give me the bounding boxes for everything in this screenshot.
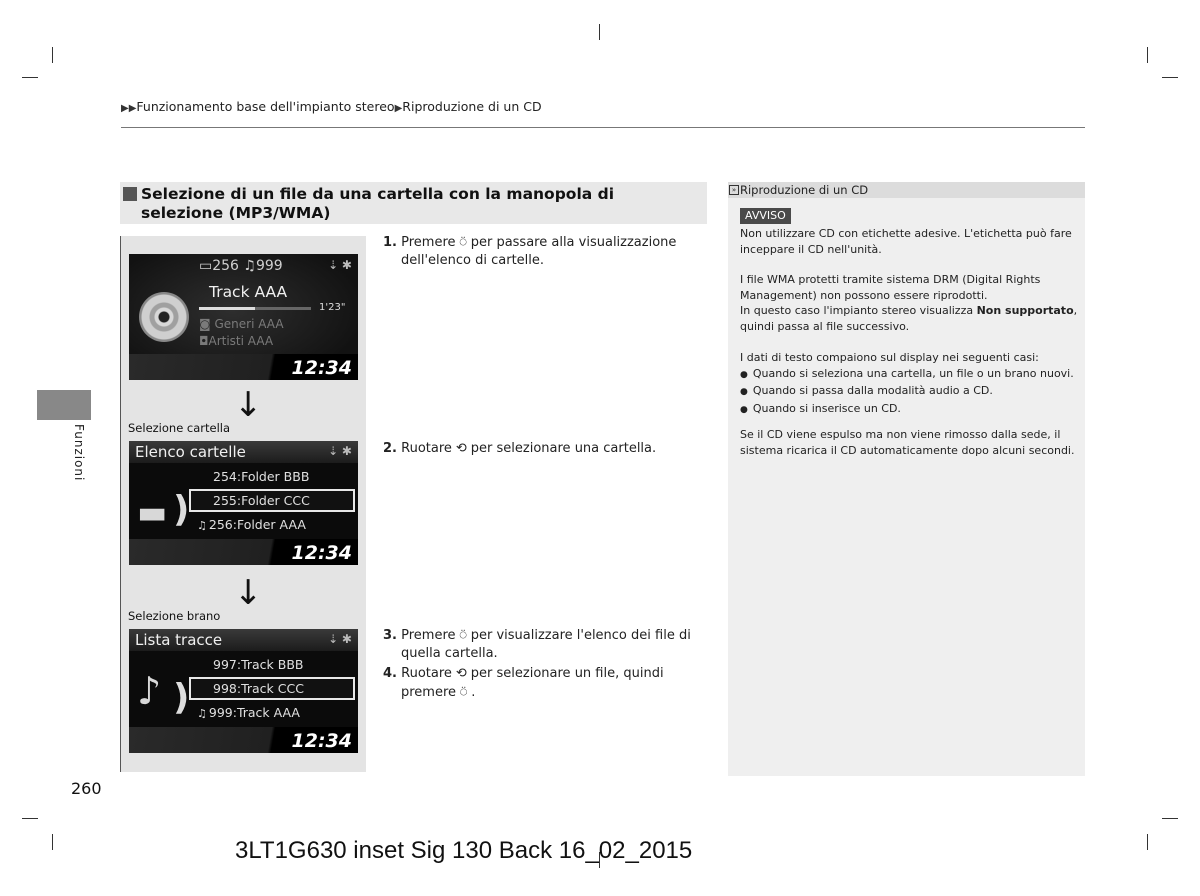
step-text: Premere bbox=[401, 235, 456, 250]
genre-icon: ◙ bbox=[199, 317, 211, 331]
artist-text: Artisti AAA bbox=[208, 334, 274, 348]
step-text: per passare alla visualizzazione bbox=[470, 235, 677, 250]
note-reference-icon: » bbox=[729, 185, 739, 195]
list-item: 997:Track BBB bbox=[213, 657, 304, 672]
bullet-item: ● Quando si passa dalla modalità audio a CD. bbox=[740, 383, 1080, 401]
list-item-selected: 255:Folder CCC bbox=[189, 489, 355, 512]
crop-mark bbox=[52, 834, 53, 850]
push-knob-icon: ⍥ bbox=[460, 685, 468, 699]
artist-icon: ◘ bbox=[199, 334, 209, 348]
crop-mark bbox=[22, 818, 38, 819]
note-text: I dati di testo compaiono sul display nei seguenti casi: bbox=[740, 351, 1039, 364]
music-icon: ♫ bbox=[197, 519, 207, 532]
cd-disc-icon bbox=[139, 292, 189, 342]
chapter-label: Funzioni bbox=[72, 424, 86, 482]
genre-text: Generi AAA bbox=[214, 317, 284, 331]
step-4 bbox=[383, 665, 703, 702]
progress-fill bbox=[199, 307, 255, 310]
step-text: per visualizzare l'elenco dei file di bbox=[470, 628, 691, 643]
label-selezione-brano: Selezione brano bbox=[128, 609, 221, 623]
push-knob-icon: ⍥ bbox=[459, 235, 467, 249]
step-2 bbox=[383, 440, 703, 458]
step-text: dell'elenco di cartelle. bbox=[401, 253, 545, 268]
screen-title: Lista tracce bbox=[135, 631, 223, 649]
track-count: 999 bbox=[255, 258, 283, 274]
chapter-tab bbox=[37, 390, 91, 420]
section-heading bbox=[120, 182, 707, 224]
note-header bbox=[728, 182, 1085, 198]
arrow-icon: ▶ bbox=[394, 103, 403, 114]
step-number: 2. bbox=[383, 441, 397, 456]
note-paragraph: Non utilizzare CD con etichette adesive. L'etichetta può fare inceppare il CD nell'unità. bbox=[740, 227, 1072, 256]
screen-title-bar bbox=[129, 629, 358, 651]
artist bbox=[199, 334, 273, 348]
music-icon: ♫ bbox=[197, 707, 207, 720]
breadcrumb bbox=[121, 99, 542, 114]
note-header-text: Riproduzione di un CD bbox=[740, 183, 869, 197]
breadcrumb-part-2: Riproduzione di un CD bbox=[402, 99, 542, 114]
step-text: premere bbox=[401, 685, 457, 700]
screen-folder-list bbox=[129, 441, 358, 565]
progress-bar bbox=[199, 307, 311, 310]
crop-mark bbox=[1162, 818, 1178, 819]
note-bold-text: Non supportato bbox=[976, 304, 1074, 318]
list-bracket-icon: ) bbox=[173, 489, 190, 530]
step-number: 3. bbox=[383, 628, 397, 643]
step-text: per selezionare un file, quindi bbox=[470, 666, 664, 681]
crop-mark bbox=[1147, 834, 1148, 850]
screen-title: Elenco cartelle bbox=[135, 443, 246, 461]
label-selezione-cartella: Selezione cartella bbox=[128, 421, 231, 435]
screen-title-bar bbox=[129, 441, 358, 463]
music-note-icon: ♪ bbox=[137, 669, 162, 713]
usb-bluetooth-icon: ⇣ ✱ bbox=[328, 632, 352, 646]
step-number: 4. bbox=[383, 666, 397, 681]
note-text: I file WMA protetti tramite sistema DRM (Digital Rights Management) non possono essere riprodotti. bbox=[740, 273, 1041, 302]
step-text: quella cartella. bbox=[401, 646, 498, 661]
note-paragraph bbox=[740, 272, 1080, 335]
square-bullet-icon bbox=[123, 187, 137, 201]
crop-mark bbox=[1162, 77, 1178, 78]
list-item-text: 999:Track AAA bbox=[208, 705, 300, 720]
header-rule bbox=[121, 127, 1085, 128]
crop-mark bbox=[1147, 47, 1148, 63]
rotate-knob-icon: ⟲ bbox=[455, 666, 467, 681]
step-text: Premere bbox=[401, 628, 456, 643]
screen-now-playing bbox=[129, 254, 358, 380]
step-text: Ruotare bbox=[401, 441, 452, 456]
bullet-item: ● Quando si seleziona una cartella, un file o un brano nuovi. bbox=[740, 366, 1080, 384]
step-1 bbox=[383, 233, 703, 270]
note-text: , quindi passa al file successivo. bbox=[740, 304, 1078, 334]
list-item-text: 256:Folder AAA bbox=[208, 517, 306, 532]
list-item bbox=[197, 517, 306, 532]
usb-bluetooth-icon: ⇣ ✱ bbox=[328, 258, 352, 272]
step-text: per selezionare una cartella. bbox=[470, 441, 657, 456]
note-text: In questo caso l'impianto stereo visualizza bbox=[740, 304, 974, 318]
clock: 12:34 bbox=[291, 357, 352, 379]
note-paragraph bbox=[740, 350, 1080, 419]
illustration-panel bbox=[120, 236, 366, 772]
down-arrow-icon: ↓ bbox=[234, 573, 263, 613]
list-item-selected: 998:Track CCC bbox=[189, 677, 355, 700]
step-number: 1. bbox=[383, 235, 397, 250]
warning-badge: AVVISO bbox=[740, 208, 791, 224]
screen-track-list bbox=[129, 629, 358, 753]
push-knob-icon: ⍥ bbox=[459, 628, 467, 642]
bullet-item: ● Quando si inserisce un CD. bbox=[740, 401, 1080, 419]
crop-mark bbox=[22, 77, 38, 78]
clock: 12:34 bbox=[291, 730, 352, 752]
folder-count: 256 bbox=[212, 258, 239, 274]
clock: 12:34 bbox=[291, 542, 352, 564]
note-paragraph: Se il CD viene espulso ma non viene rimosso dalla sede, il sistema ricarica il CD automaticamente dopo alcuni secondi. bbox=[740, 428, 1075, 457]
step-3 bbox=[383, 626, 703, 663]
step-text-wrap: premere ⍥ . bbox=[401, 685, 476, 700]
track-name: Track AAA bbox=[209, 283, 288, 301]
down-arrow-icon: ↓ bbox=[234, 385, 263, 425]
section-title: Selezione di un file da una cartella con la manopola di selezione (MP3/WMA) bbox=[141, 185, 615, 222]
double-arrow-icon: ▶▶ bbox=[121, 103, 137, 114]
print-code: 3LT1G630 inset Sig 130 Back 16_02_2015 bbox=[235, 837, 693, 864]
folder-icon: ▭ bbox=[199, 258, 213, 274]
list-item: 254:Folder BBB bbox=[213, 469, 310, 484]
music-icon: ♫ bbox=[243, 258, 256, 274]
counts bbox=[199, 258, 283, 274]
crop-mark bbox=[599, 24, 600, 40]
note-column bbox=[728, 182, 1085, 776]
folder-icon: ▬ bbox=[137, 493, 168, 531]
rotate-knob-icon: ⟲ bbox=[455, 441, 467, 456]
breadcrumb-part-1: Funzionamento base dell'impianto stereo bbox=[136, 99, 395, 114]
usb-bluetooth-icon: ⇣ ✱ bbox=[328, 444, 352, 458]
crop-mark bbox=[52, 47, 53, 63]
step-text: Ruotare bbox=[401, 666, 452, 681]
list-item bbox=[197, 705, 300, 720]
list-bracket-icon: ) bbox=[173, 677, 190, 718]
page-number: 260 bbox=[71, 779, 102, 798]
elapsed-time: 1'23" bbox=[319, 302, 346, 313]
genre bbox=[199, 317, 284, 331]
